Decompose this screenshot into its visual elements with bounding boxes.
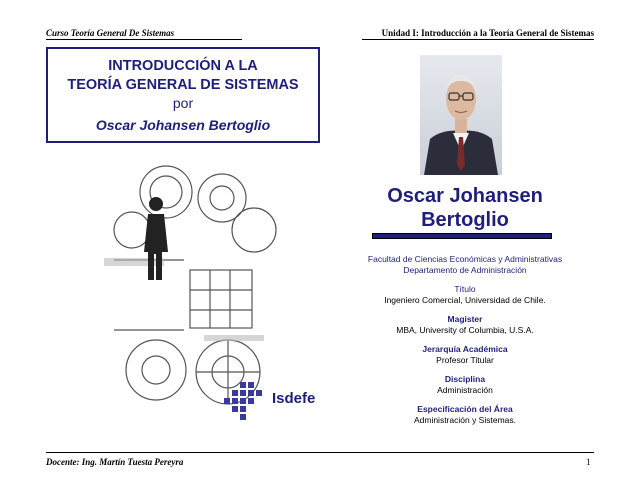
section-value-jerarquia: Profesor Titular	[436, 355, 494, 365]
faculty-line-2: Departamento de Administración	[403, 265, 527, 275]
section-label-disciplina: Disciplina	[444, 374, 486, 384]
isdefe-logo-mark-icon	[222, 380, 268, 420]
profile-details	[350, 254, 580, 426]
section-value-titulo: Ingeniero Comercial, Universidad de Chile.	[384, 295, 546, 305]
header-underline-right	[362, 39, 594, 40]
section-value-magister: MBA, University of Columbia, U.S.A.	[396, 325, 534, 335]
section-label-area: Especificación del Área	[417, 404, 513, 414]
footer-teacher: Docente: Ing. Martín Tuesta Pereyra	[46, 457, 184, 467]
header-course-title: Curso Teoría General De Sistemas	[46, 28, 175, 38]
isdefe-logo-text: Isdefe	[272, 390, 316, 407]
section-label-titulo: Título	[454, 284, 476, 294]
title-author: Oscar Johansen Bertoglio	[95, 117, 271, 133]
footer-rule	[46, 452, 594, 453]
section-label-jerarquia: Jerarquía Académica	[422, 344, 508, 354]
title-line-2: TEORÍA GENERAL DE SISTEMAS	[67, 77, 299, 93]
header-underline-left	[46, 39, 242, 40]
section-value-disciplina: Administración	[437, 385, 493, 395]
section-label-magister: Magister	[447, 314, 483, 324]
header-unit-title: Unidad I: Introducción a la Teoría General de Sistemas	[381, 28, 594, 38]
profile-name-line-2: Bertoglio	[421, 209, 509, 231]
profile-name-line-1: Oscar Johansen	[387, 185, 543, 207]
author-portrait	[420, 55, 502, 175]
title-box	[46, 47, 320, 143]
page-header	[46, 20, 594, 40]
title-por: por	[172, 95, 194, 111]
profile-name	[350, 184, 580, 232]
section-value-area: Administración y Sistemas.	[413, 415, 517, 425]
name-underline-bar	[372, 233, 552, 239]
title-line-1: INTRODUCCIÓN A LA	[108, 58, 258, 74]
faculty-line-1: Facultad de Ciencias Económicas y Administrativas	[367, 254, 563, 264]
isdefe-logo	[222, 380, 322, 420]
page-number: 1	[586, 457, 591, 467]
